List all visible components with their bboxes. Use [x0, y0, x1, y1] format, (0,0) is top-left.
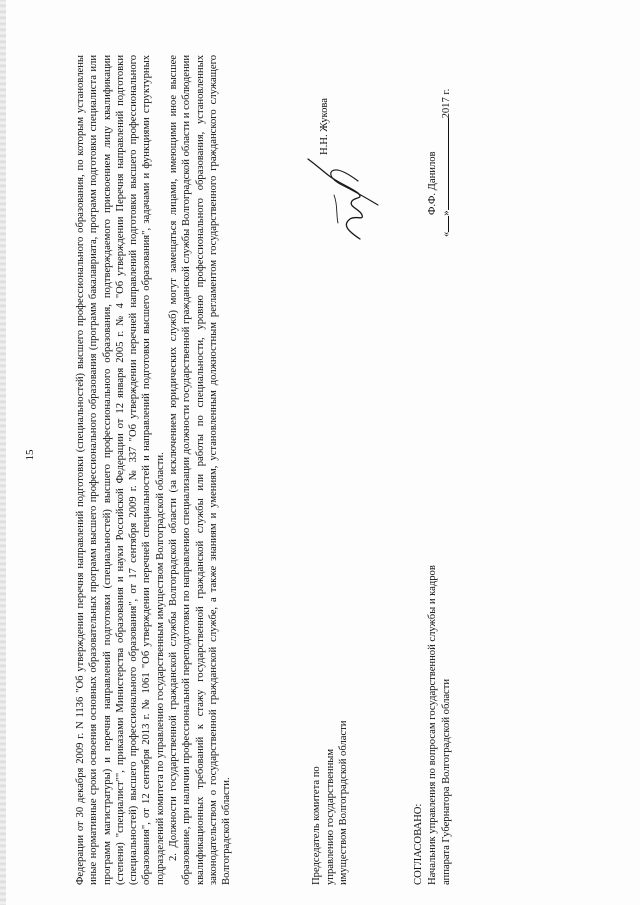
approval-block: [412, 55, 502, 885]
paragraph-1: Федерации от 30 декабря 2009 г. N 1136 "Об утверждении перечня направлений подготовки (специальностей) высшего профессионального образования, по которым установлены иные нормативные сроки освоения основных образовательных программ высшего профессионального образования (программ бакалавриата, программ подготовки специалиста или программ магистратуры) и перечня направлений подготовки (специальностей) высшего профессионального образования, подтверждаемого присвоением лицу квалификации (степени) "специалист"", приказами Министерства образования и науки Российской Федерации от 12 января 2005 г. № 4 "Об утверждении Перечня направлений подготовки (специальностей) высшего профессионального образования", от 17 сентября 2009 г. № 337 "Об утверждении перечней направлений подготовки высшего профессионального образования", от 12 сентября 2013 г. № 1061 "Об утверждении перечней специальностей и направлений подготовки высшего образования", задачами и функциями структурных подразделений комитета по управлению государственным имуществом Волгоградской области.: [75, 55, 166, 885]
approver-position-line-2: аппарата Губернатора Волгоградской области: [441, 678, 452, 885]
signatory-title-line-3: имуществом Волгоградской области: [338, 720, 349, 885]
date-close-quote: »: [441, 210, 452, 216]
signature-block: [310, 55, 390, 885]
signatory-title-line-1: Председатель комитета по: [311, 766, 322, 885]
scan-edge: [0, 0, 6, 905]
signatory-name: Н.Н. Жукова: [319, 98, 330, 155]
approval-label: СОГЛАСОВАНО:: [413, 803, 424, 885]
handwritten-signature: [298, 155, 388, 245]
page-number: 15: [24, 449, 36, 461]
date-year: 2017 г.: [441, 88, 452, 119]
date-day-blank: [448, 216, 449, 232]
date-month-blank: [448, 118, 449, 210]
signatory-title-line-2: управлению государственным: [324, 748, 336, 885]
body-text: [74, 55, 234, 885]
approver-name: Ф.Ф. Данилов: [427, 151, 438, 215]
rotated-content: [20, 15, 620, 895]
signatory-title: [310, 585, 351, 885]
approval-date-line: [440, 89, 453, 237]
approver-position-line-1: Начальник управления по вопросам государственной службы и кадров: [427, 565, 438, 885]
paragraph-2: 2. Должности государственной гражданской службы Волгоградской области (за исключением юридических служб) могут замещаться лицами, имеющими иное высшее образование, при наличии профессиональной переподготовки по направлению специализации должности государственной гражданской службы Волгоградской области и соблюдении квалификационных требований к стажу государственной гражданской службы или работы по специальности, уровню профессионального образования, установленных законодательством о государственной гражданской службе, а также знаниям и умениям, установленным должностным регламентом государственного гражданского служащего Волгоградской области.: [168, 55, 233, 885]
date-open-quote: «: [441, 231, 452, 237]
